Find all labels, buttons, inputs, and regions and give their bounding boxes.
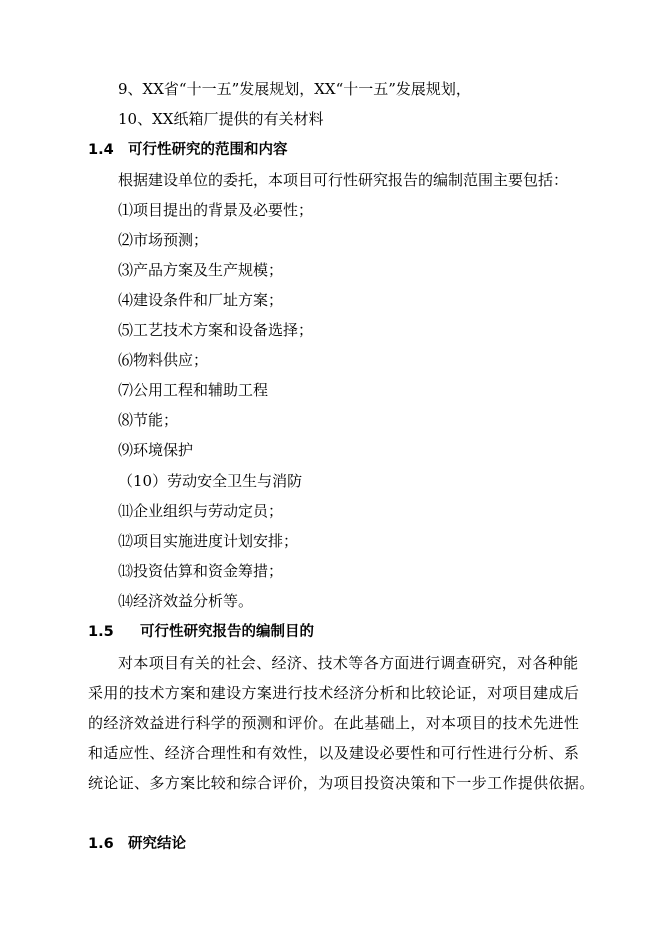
list-item: ⑾企业组织与劳动定员； [118,502,284,520]
paragraph-line: 的经济效益进行科学的预测和评价。在此基础上，对本项目的技术先进性 [88,714,580,732]
section-heading-1-6 [88,834,186,854]
reference-item: 9、XX省“十一五”发展规划，XX“十一五”发展规划， [118,80,471,98]
section-title: 可行性研究的范围和内容 [128,142,288,158]
paragraph-line: 统论证、多方案比较和综合评价，为项目投资决策和下一步工作提供依据。 [88,774,595,792]
section-heading-1-5 [88,622,314,642]
list-item: （10）劳动安全卫生与消防 [118,472,303,490]
list-item: ⑼环境保护 [118,441,194,459]
list-item: ⒀投资估算和资金筹措； [118,562,284,580]
list-item: ⑻节能； [118,411,179,429]
reference-item: 10、XX纸箱厂提供的有关材料 [118,110,324,128]
section-number: 1.5 [88,624,114,640]
list-item: ⑸工艺技术方案和设备选择； [118,321,314,339]
list-item: ⑴项目提出的背景及必要性； [118,201,314,219]
section-intro: 根据建设单位的委托，本项目可行性研究报告的编制范围主要包括： [118,171,569,189]
list-item: ⑿项目实施进度计划安排； [118,532,299,550]
list-item: ⑺公用工程和辅助工程 [118,381,269,399]
section-heading-1-4 [88,140,288,160]
paragraph-line: 对本项目有关的社会、经济、技术等各方面进行调查研究，对各种能 [118,654,579,672]
list-item: ⑵市场预测； [118,231,209,249]
list-item: ⑹物料供应； [118,351,209,369]
list-item: ⑷建设条件和厂址方案； [118,291,284,309]
section-title: 研究结论 [128,836,186,852]
paragraph-line: 采用的技术方案和建设方案进行技术经济分析和比较论证，对项目建成后 [88,684,580,702]
list-item: ⒁经济效益分析等。 [118,592,254,610]
section-number: 1.4 [88,142,114,158]
section-title: 可行性研究报告的编制目的 [140,624,314,640]
paragraph-line: 和适应性、经济合理性和有效性，以及建设必要性和可行性进行分析、系 [88,744,580,762]
section-number: 1.6 [88,836,114,852]
list-item: ⑶产品方案及生产规模； [118,261,284,279]
